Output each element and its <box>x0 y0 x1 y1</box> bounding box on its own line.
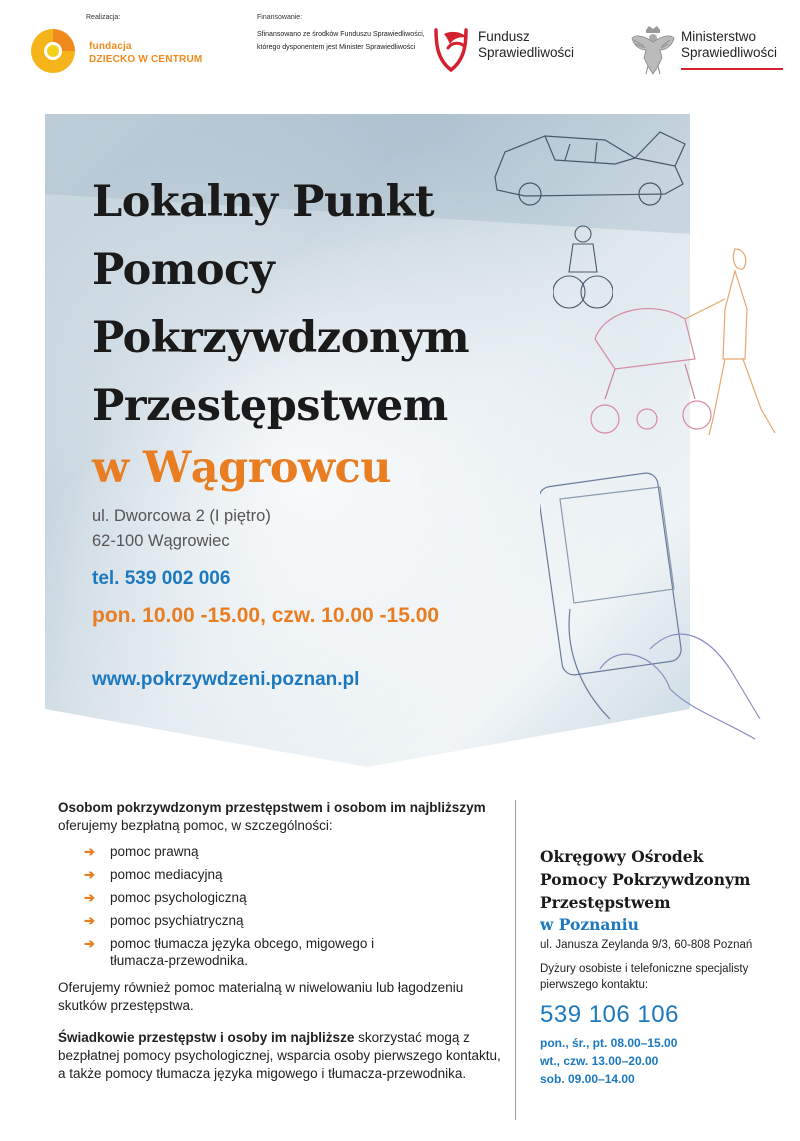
services-intro <box>58 799 503 835</box>
arrow-right-icon: ➔ <box>84 913 95 928</box>
services-section <box>58 799 503 1083</box>
center-title-line-2: Pomocy Pokrzywdzonym <box>540 870 751 889</box>
realizacja-label: Realizacja: <box>86 14 121 21</box>
regional-center-section <box>540 845 785 1088</box>
ministerstwo-line2: Sprawiedliwości <box>681 45 778 60</box>
service-label: pomoc psychologiczną <box>110 890 247 905</box>
ministerstwo-underline <box>681 68 783 70</box>
vertical-divider <box>515 800 516 1120</box>
ministerstwo-line1: Ministerstwo <box>681 29 757 44</box>
title-line-1: Lokalny Punkt <box>92 177 435 227</box>
service-label: pomoc mediacyjną <box>110 867 223 882</box>
center-city: w Poznaniu <box>540 915 639 934</box>
title-line-2: Pomocy <box>92 245 275 295</box>
arrow-right-icon: ➔ <box>84 890 95 905</box>
list-item <box>84 935 394 969</box>
center-title-line-3: Przestępstwem <box>540 893 671 912</box>
center-hours <box>540 1034 785 1088</box>
center-hours-line-1: pon., śr., pt. 08.00–15.00 <box>540 1036 678 1050</box>
fundusz-logo-icon <box>430 26 472 72</box>
address-line-1: ul. Dworcowa 2 (I piętro) <box>92 507 271 525</box>
arrow-right-icon: ➔ <box>84 844 95 859</box>
center-address: ul. Janusza Zeylanda 9/3, 60-808 Poznań <box>540 939 753 951</box>
center-hours-line-3: sob. 09.00–14.00 <box>540 1072 635 1086</box>
finansowanie-label: Finansowanie: <box>257 14 303 21</box>
website-link[interactable]: www.pokrzywdzeni.poznan.pl <box>92 669 360 690</box>
header <box>0 0 800 100</box>
center-phone[interactable]: 539 106 106 <box>540 1001 679 1028</box>
phone-number[interactable]: tel. 539 002 006 <box>92 568 231 589</box>
list-item <box>84 889 503 906</box>
intro-bold: Osobom pokrzywdzonym przestępstwem i osobom im najbliższym <box>58 800 486 815</box>
arrow-right-icon: ➔ <box>84 867 95 882</box>
center-hours-line-2: wt., czw. 13.00–20.00 <box>540 1054 659 1068</box>
fundusz-line1: Fundusz <box>478 29 530 44</box>
fundacja-logo-icon <box>28 26 78 76</box>
eagle-emblem-icon <box>630 24 676 78</box>
list-item <box>84 866 503 883</box>
intro-rest: oferujemy bezpłatną pomoc, w szczególności: <box>58 818 333 833</box>
car-sketch-icon <box>485 122 695 212</box>
poster-title <box>92 168 469 440</box>
center-duty-text: Dyżury osobiste i telefoniczne specjalisty pierwszego kontaktu: <box>540 963 749 991</box>
witness-bold: Świadkowie przestępstw i osoby im najbliższe <box>58 1030 355 1045</box>
witness-text <box>58 1029 503 1083</box>
fundusz-logo-text <box>478 29 574 61</box>
witness-rest: skorzystać mogą z bezpłatnej pomocy psychologicznej, wsparcia osoby pierwszego kontaktu, a także pomocy tłumacza języka migowego i tłumacza-przewodnika. <box>58 1030 501 1081</box>
ministerstwo-logo-text <box>681 29 777 61</box>
fundacja-line1: fundacja <box>89 41 132 52</box>
title-line-4: Przestępstwem <box>92 381 448 431</box>
address-line-2: 62-100 Wągrowiec <box>92 532 230 550</box>
list-item <box>84 912 503 929</box>
center-title <box>540 845 785 914</box>
arrow-right-icon: ➔ <box>84 936 95 951</box>
list-item <box>84 843 503 860</box>
service-label: pomoc psychiatryczną <box>110 913 244 928</box>
opening-hours: pon. 10.00 -15.00, czw. 10.00 -15.00 <box>92 604 440 627</box>
fundacja-line2: DZIECKO W CENTRUM <box>89 54 203 65</box>
services-list <box>84 843 503 969</box>
material-help-text: Oferujemy również pomoc materialną w niwelowaniu lub łagodzeniu skutków przestępstwa. <box>58 980 464 1013</box>
woman-stroller-sketch-icon <box>585 239 785 449</box>
fundacja-logo-text <box>89 40 202 66</box>
hand-phone-sketch-icon <box>540 469 770 749</box>
finansowanie-text: Sfinansowano ze środków Funduszu Sprawiedliwości, którego dysponentem jest Minister Sprawiedliwości <box>257 31 425 51</box>
fundusz-line2: Sprawiedliwości <box>478 45 575 60</box>
service-label: pomoc prawną <box>110 844 199 859</box>
title-line-3: Pokrzywdzonym <box>92 313 470 363</box>
poster-city: w Wągrowcu <box>92 443 392 493</box>
center-title-line-1: Okręgowy Ośrodek <box>540 847 704 866</box>
service-label: pomoc tłumacza języka obcego, migowego i tłumacza-przewodnika. <box>110 936 375 968</box>
